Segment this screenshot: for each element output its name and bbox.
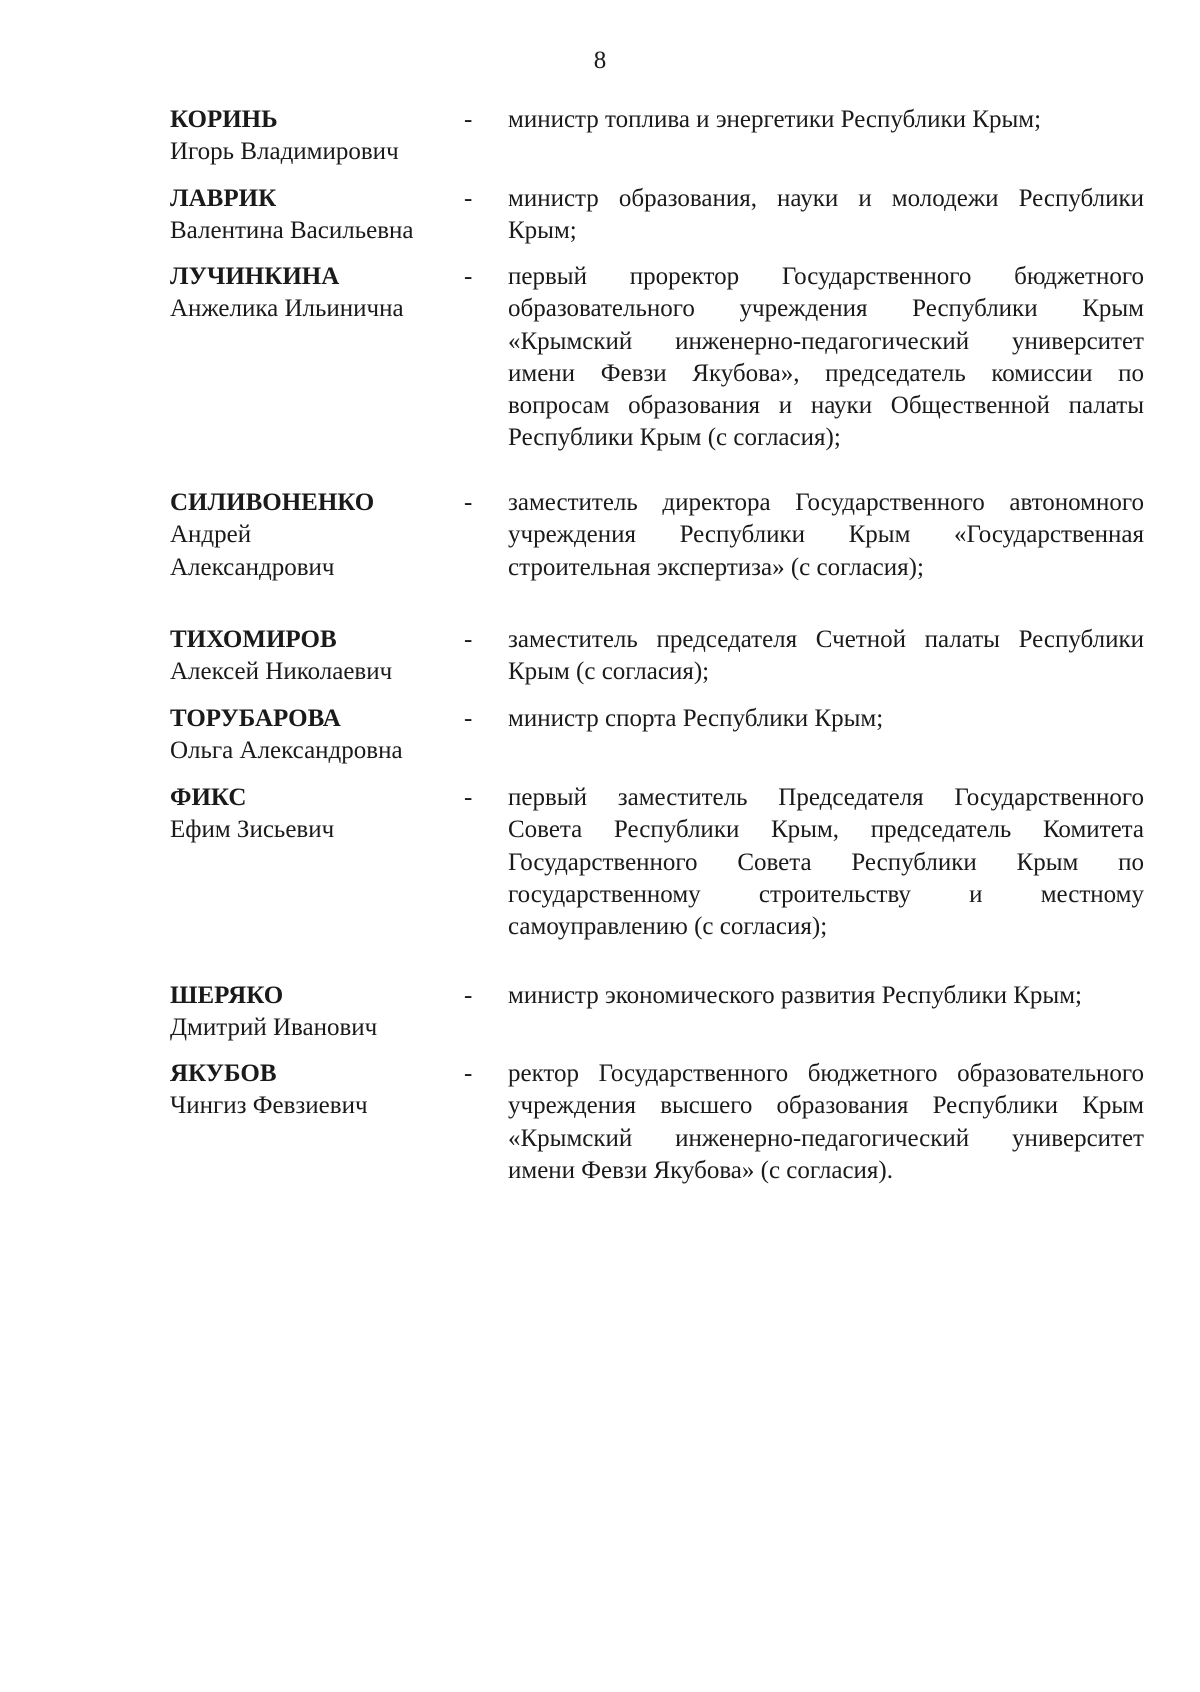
- member-surname: ШЕРЯКО: [170, 982, 284, 1009]
- member-given-names: Александрович: [170, 553, 335, 581]
- member-name: [170, 782, 473, 847]
- member-position: первый заместитель Председателя Государственного Совета Республики Крым, председатель Комитета Государственного Совета Республики Крым по государственному строительству и местному самоуправлению (с согласия);: [508, 784, 1144, 941]
- member-surname: ЛУЧИНКИНА: [170, 263, 340, 290]
- member-surname: СИЛИВОНЕНКО: [170, 489, 375, 516]
- member-surname: ЯКУБОВ: [170, 1060, 277, 1087]
- member-name: [170, 1058, 473, 1123]
- member-given-names: Алексей Николаевич: [170, 658, 393, 686]
- separator-dash: -: [464, 106, 473, 133]
- separator-dash: -: [464, 185, 473, 212]
- member-given-names: Чингиз Февзиевич: [170, 1092, 368, 1120]
- member-given-names: Валентина Васильевна: [170, 217, 414, 245]
- member-surname: ФИКС: [170, 784, 247, 811]
- member-name: [170, 624, 473, 689]
- member-given-names: Дмитрий Иванович: [170, 1014, 378, 1042]
- member-surname: КОРИНЬ: [170, 106, 278, 133]
- member-name: [170, 183, 473, 248]
- member-surname: ТОРУБАРОВА: [170, 705, 341, 732]
- member-position: министр спорта Республики Крым;: [508, 705, 884, 732]
- member-position: министр экономического развития Республики Крым;: [508, 982, 1082, 1009]
- member-position: заместитель председателя Счетной палаты Республики Крым (с согласия);: [508, 626, 1144, 686]
- member-surname: ЛАВРИК: [170, 185, 277, 212]
- member-position: министр образования, науки и молодежи Республики Крым;: [508, 185, 1144, 245]
- page-number: 8: [593, 47, 607, 74]
- member-given-names: Ефим Зисьевич: [170, 816, 335, 844]
- member-position: первый проректор Государственного бюджетного образовательного учреждения Республики Крым «Крымский инженерно-педагогический университет имени Февзи Якубова», председатель комиссии по вопросам образования и науки Общественной палаты Республики Крым (с согласия);: [508, 263, 1144, 452]
- member-name: [170, 261, 473, 326]
- separator-dash: -: [464, 784, 473, 811]
- member-surname: ТИХОМИРОВ: [170, 626, 337, 653]
- separator-dash: -: [464, 626, 473, 653]
- member-name: [170, 980, 473, 1045]
- member-given-names: Игорь Владимирович: [170, 138, 399, 166]
- separator-dash: -: [464, 1060, 473, 1087]
- separator-dash: -: [464, 705, 473, 732]
- member-name: [170, 104, 473, 169]
- separator-dash: -: [464, 263, 473, 290]
- member-position: ректор Государственного бюджетного образовательного учреждения высшего образования Республики Крым «Крымский инженерно-педагогический университет имени Февзи Якубова» (с согласия).: [508, 1060, 1144, 1184]
- member-given-names: Андрей: [170, 521, 252, 549]
- member-position: заместитель директора Государственного автономного учреждения Республики Крым «Государственная строительная экспертиза» (с согласия);: [508, 489, 1144, 581]
- member-given-names: Анжелика Ильинична: [170, 295, 404, 323]
- separator-dash: -: [464, 982, 473, 1009]
- member-name: [170, 487, 473, 584]
- separator-dash: -: [464, 489, 473, 516]
- member-given-names: Ольга Александровна: [170, 737, 403, 765]
- member-position: министр топлива и энергетики Республики Крым;: [508, 106, 1042, 133]
- member-name: [170, 703, 473, 768]
